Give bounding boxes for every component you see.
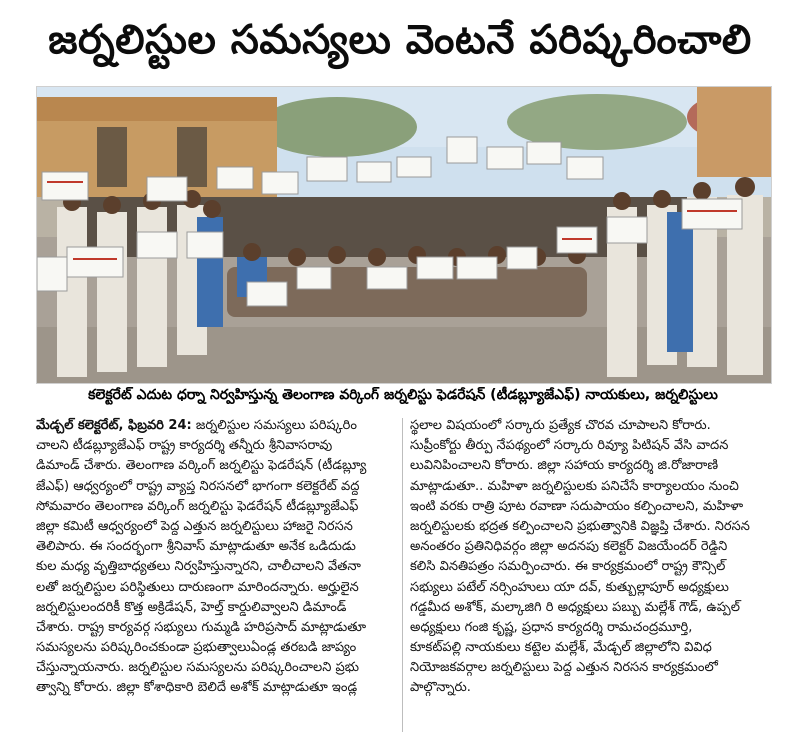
body-line: సోమవారం తెలంగాణ వర్కింగ్ జర్నలిస్టు ఫెడరేషన్ టీడబ్ల్యూజేఎఫ్ bbox=[36, 498, 359, 514]
body-line bbox=[36, 416, 394, 436]
body-line: కలిసి వినతిపత్రం సమర్పించారు. ఈ కార్యక్రమంలో రాష్ట్ర కౌన్సిల్ bbox=[410, 559, 726, 575]
body-line: లువినిపించాలని కోరారు. జిల్లా సహాయ కార్యదర్శి జి.రోజారాణి bbox=[410, 458, 719, 474]
protest-photo-illustration bbox=[37, 87, 771, 383]
body-line: స్థలాల విషయంలో సర్కారు ప్రత్యేక చొరవ చూపాలని కోరారు. bbox=[410, 418, 711, 433]
body-line: లతో జర్నలిస్టుల పరిస్థితులు దారుణంగా మారిందన్నారు. అర్హులైన bbox=[36, 579, 359, 595]
body-line: మాట్లాడుతూ.. మహిళా జర్నలిస్టులకు పనిచేసే కార్యాలయం నుంచి bbox=[410, 478, 739, 494]
body-line: ఇంటి వరకు రాత్రి పూట రవాణా సదుపాయం కల్పించాలని, మహిళా bbox=[410, 498, 744, 514]
body-line: చాలని టీడబ్ల్యూజేఎఫ్ రాష్ట్ర కార్యదర్శి తన్నీరు శ్రీనివాసరావు bbox=[36, 438, 333, 454]
body-line: పాల్గొన్నారు. bbox=[410, 680, 471, 696]
body-line: చేశారు. రాష్ట్ర కార్యవర్గ సభ్యులు గుమ్మడి హరిప్రసాద్ మాట్లాడుతూ bbox=[36, 619, 367, 635]
body-line: డిమాండ్ చేశారు. తెలంగాణ వర్కింగ్ జర్నలిస్టు ఫెడరేషన్ (టీడబ్ల్యూ bbox=[36, 458, 367, 474]
dateline: మేడ్చల్ కలెక్టరేట్, ఫిబ్రవరి 24: bbox=[36, 418, 192, 433]
column-divider bbox=[402, 418, 403, 732]
article-body-left-column bbox=[36, 416, 394, 746]
photo-caption: కలెక్టరేట్ ఎదుట ధర్నా నిర్వహిస్తున్న తెలంగాణ వర్కింగ్ జర్నలిస్టు ఫెడరేషన్ (టీడబ్ల్యూజేఎఫ్) నాయకులు, జర్నలిస్టులు bbox=[88, 387, 718, 403]
body-line: అనంతరం ప్రతినిధివర్గం జిల్లా అదనపు కలెక్టర్ విజయేందర్ రెడ్డిని bbox=[410, 539, 728, 555]
article-headline: జర్నలిస్టుల సమస్యలు వెంటనే పరిష్కరించాలి bbox=[48, 17, 752, 63]
body-line: సభ్యులు పటేల్ నర్సింహులు యా దవ్, కుత్బుల్లాపూర్ అధ్యక్షులు bbox=[410, 579, 729, 595]
body-line-text: జర్నలిస్టుల సమస్యలు పరిష్కరిం bbox=[195, 418, 357, 433]
body-line: జేఎఫ్) ఆధ్వర్యంలో రాష్ట్ర వ్యాప్త నిరసనలో భాగంగా కలెక్టరేట్ వద్ద bbox=[36, 478, 360, 494]
body-line: కుల మధ్య వృత్తిబాధ్యతలు నిర్వహిస్తున్నారని, చాలీచాలని వేతనా bbox=[36, 559, 361, 575]
body-line: నియోజకవర్గాల జర్నలిస్టులు పెద్ద ఎత్తున నిరసన కార్యక్రమంలో bbox=[410, 660, 718, 676]
body-line: సుప్రీంకోర్టు తీర్పు నేపథ్యంలో సర్కారు రివ్యూ పిటిషన్ వేసి వాదన bbox=[410, 438, 729, 454]
body-line: సమస్యలను పరిష్కరించకుండా ప్రభుత్వాలుఏండ్ల తరబడి జాప్యం bbox=[36, 640, 357, 656]
body-line: త్వాన్ని కోరారు. జిల్లా కోశాధికారి బెలిదే అశోక్ మాట్లాడుతూ ఇండ్ల bbox=[36, 680, 358, 696]
body-line: అధ్యక్షులు గంజి కృష్ణ, ప్రధాన కార్యదర్శి రామచంద్రమూర్తి, bbox=[410, 619, 693, 635]
body-line: జర్నలిస్టులకు భద్రత కల్పించాలని ప్రభుత్వానికి విజ్ఞప్తి చేశారు. నిరసన bbox=[410, 518, 750, 534]
article-body-right-column bbox=[410, 416, 770, 746]
body-line: తెలిపారు. ఈ సందర్భంగా శ్రీనివాస్ మాట్లాడుతూ అనేక ఒడిదుడు bbox=[36, 539, 356, 555]
protest-photo bbox=[36, 86, 772, 384]
body-line: కూకట్‌పల్లి నాయకులు కట్టెల మల్లేశ్, మేడ్చల్ జిల్లాలోని వివిధ bbox=[410, 640, 712, 656]
body-line: జర్నలిస్టులందరికీ కొత్త అక్రిడేషన్, హెల్త్ కార్డులివ్వాలని డిమాండ్ bbox=[36, 599, 347, 615]
body-line: చేస్తున్నాయనారు. జర్నలిస్టుల సమస్యలను పరిష్కరించాలని ప్రభు bbox=[36, 660, 359, 676]
body-line: జిల్లా కమిటీ ఆధ్వర్యంలో పెద్ద ఎత్తున జర్నలిస్టులు హాజరై నిరసన bbox=[36, 518, 353, 534]
body-line: గడ్డమీద అశోక్, మల్కాజిగి రి అధ్యక్షులు పబ్బు మల్లేశ్ గౌడ్, ఉప్పల్ bbox=[410, 599, 740, 615]
